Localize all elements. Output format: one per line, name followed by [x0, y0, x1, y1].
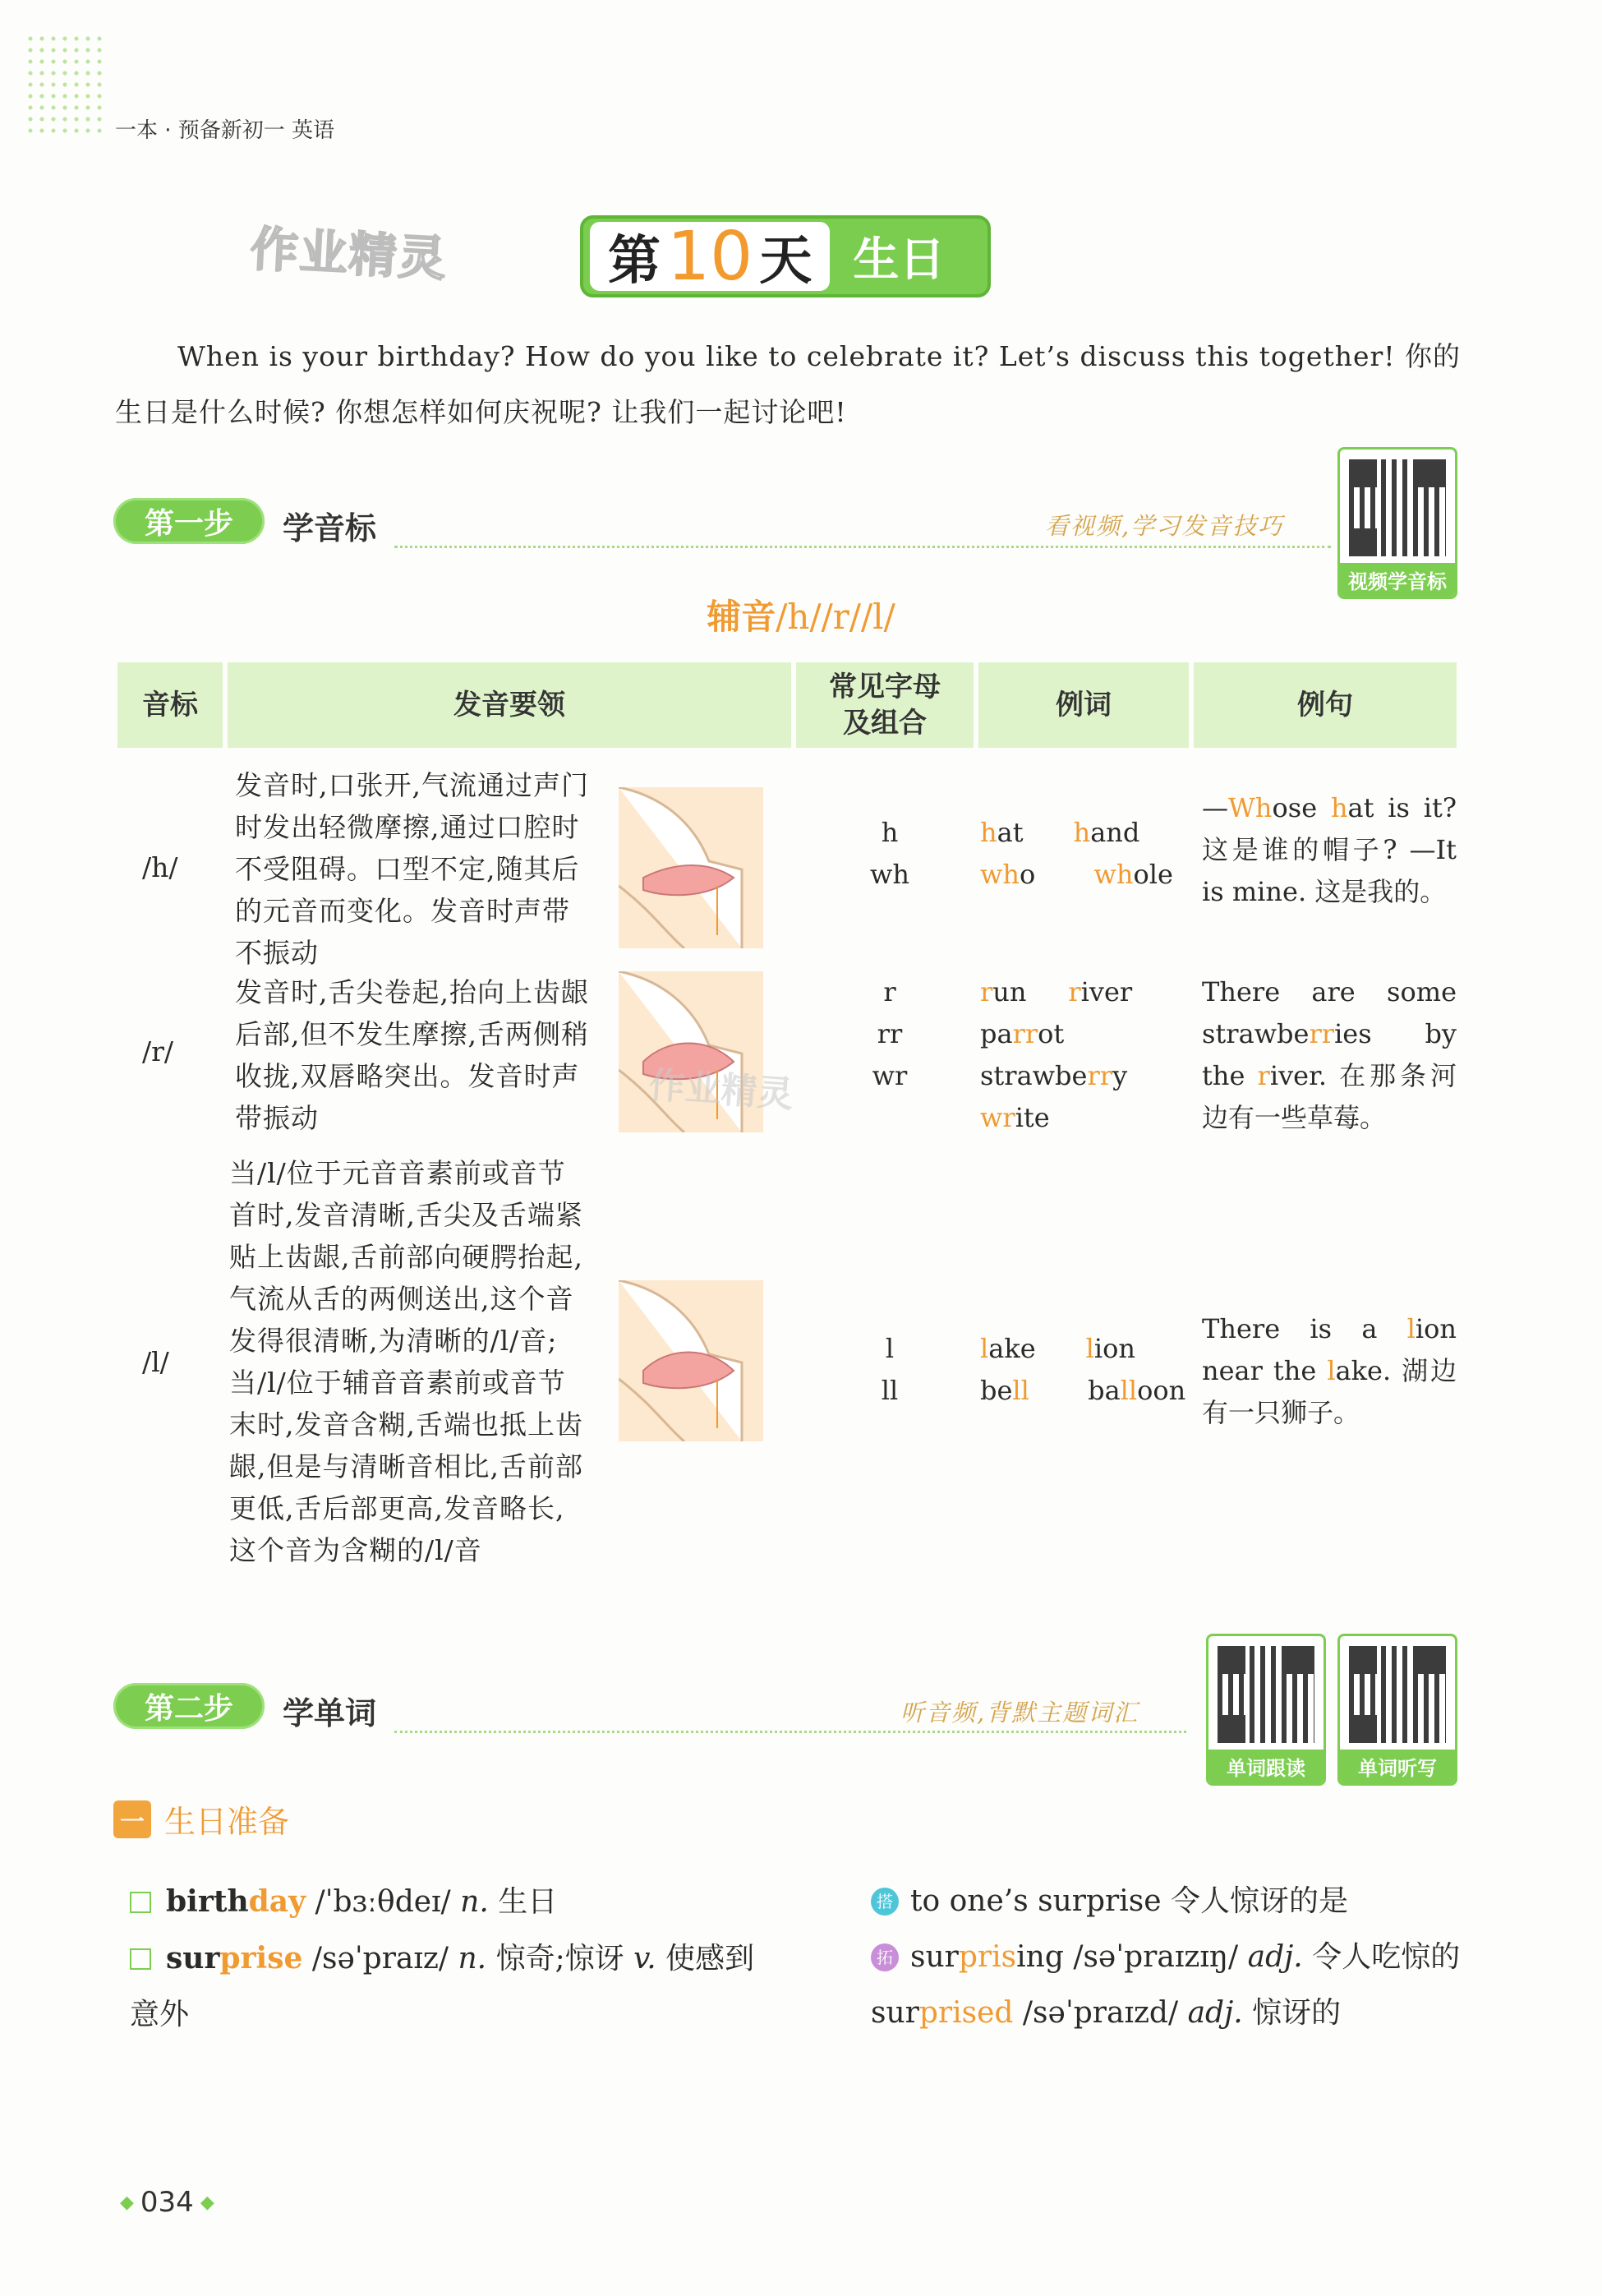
- day-number: 10: [667, 217, 753, 296]
- extension-tag-icon: 拓: [871, 1943, 899, 1971]
- vocab-right: [871, 1874, 1462, 2041]
- meaning: 使感到意外: [130, 1942, 755, 2031]
- category-label: 生日准备: [164, 1804, 290, 1840]
- page-number: [113, 2186, 221, 2219]
- vocab-entry-birthday: [130, 1874, 771, 1930]
- col-header-tips: 发音要领: [228, 662, 791, 748]
- pos: adj.: [1247, 1940, 1303, 1974]
- table-row: [117, 971, 1457, 1144]
- vocab-category: [113, 1796, 289, 1842]
- row-sentence: There are some strawberries by the river. 在那条河边有一些草莓。: [1202, 976, 1457, 1133]
- extension-line: [871, 1985, 1462, 2041]
- qr-caption: 单词跟读: [1208, 1750, 1323, 1783]
- letter-item: rr: [877, 1018, 903, 1049]
- row-words: [980, 971, 1177, 1139]
- meaning: 惊奇;惊讶: [495, 1942, 624, 1976]
- col-header-words: 例词: [978, 662, 1189, 748]
- letter-item: l: [885, 1333, 895, 1364]
- book-header: 一本 · 预备新初一 英语: [115, 118, 335, 143]
- vocab-entry-surprise: [130, 1930, 771, 2043]
- letter-item: h: [881, 817, 899, 848]
- checkbox[interactable]: [130, 1892, 151, 1913]
- row-words: [980, 1328, 1186, 1412]
- day-title-banner: [580, 215, 991, 297]
- pos: v.: [633, 1942, 656, 1976]
- consonant-heading: [0, 590, 1602, 639]
- step2-hint: 听音频,背默主题词汇: [900, 1699, 1139, 1727]
- letter-item: ll: [881, 1375, 899, 1406]
- word-line: strawberry: [980, 1060, 1128, 1091]
- letter-item: wh: [870, 859, 909, 890]
- extension-line: [871, 1929, 1462, 1985]
- diamond-icon: ◆: [120, 2192, 134, 2213]
- intro-paragraph: When is your birthday? How do you like to celebrate it? Let’s discuss this together! 你的生日是什么时候? 你想怎样如何庆祝呢? 让我们一起讨论吧!: [115, 340, 1462, 428]
- word-line: parrot: [980, 1018, 1065, 1049]
- step2-divider: [394, 1731, 1186, 1733]
- word-part: ing: [1016, 1940, 1064, 1974]
- ipa: /ˈbɜːθdeɪ/: [315, 1885, 451, 1919]
- word-part-highlight: day: [248, 1884, 306, 1919]
- meaning: 生日: [498, 1885, 558, 1919]
- pos: adj.: [1187, 1996, 1243, 2030]
- row-description: 发音时,舌尖卷起,抬向上齿龈后部,但不发生摩擦,舌两侧稍收拢,双唇略突出。发音时声带振动: [235, 976, 589, 1134]
- diamond-icon: ◆: [200, 2192, 214, 2213]
- step1-hint: 看视频,学习发音技巧: [1045, 512, 1284, 540]
- collocation-line: [871, 1874, 1462, 1929]
- row-symbol: /h/: [142, 851, 178, 883]
- row-sentence: There is a lion near the lake. 湖边有一只狮子。: [1202, 1313, 1457, 1428]
- col-header-sentence: 例句: [1194, 662, 1457, 748]
- word-line: run river: [980, 976, 1133, 1007]
- vocab-left: [130, 1874, 771, 2043]
- row-sentence: —Whose hat is it? 这是谁的帽子? —It is mine. 这是我的。: [1202, 792, 1457, 907]
- letter-item: r: [883, 976, 896, 1007]
- day-prefix: 第: [608, 231, 661, 292]
- col-header-symbol: 音标: [117, 662, 223, 748]
- consonant-ipa: /h//r//l/: [776, 597, 895, 637]
- qr-code-icon: [1349, 1646, 1446, 1743]
- row-symbol: /l/: [142, 1346, 169, 1378]
- step1-title: 学音标: [283, 510, 377, 546]
- ipa: /səˈpraɪz/: [311, 1942, 449, 1976]
- word-part: birth: [166, 1884, 249, 1919]
- collocation-text: to one’s surprise 令人惊讶的是: [910, 1884, 1348, 1918]
- watermark-mid: 作业精灵: [647, 1063, 795, 1117]
- step1-pill: 第一步: [113, 498, 265, 544]
- step1-divider: [394, 546, 1331, 548]
- checkbox[interactable]: [130, 1948, 151, 1970]
- mouth-diagram-icon: [619, 787, 763, 948]
- word-part-highlight: prised: [918, 1996, 1014, 2030]
- qr-word-reading[interactable]: [1206, 1634, 1326, 1786]
- qr-caption: 视频学音标: [1340, 563, 1455, 597]
- qr-caption: 单词听写: [1340, 1750, 1455, 1783]
- ipa: /səˈpraɪzɪŋ/: [1073, 1940, 1239, 1974]
- col-header-letters: 常见字母及组合: [796, 662, 974, 748]
- day-suffix: 天: [759, 231, 813, 292]
- word-line: bell balloon: [980, 1375, 1186, 1406]
- word-line: lake lion: [980, 1333, 1136, 1364]
- table-row: [117, 764, 1457, 970]
- day-topic: 生日: [853, 233, 946, 287]
- category-index: 一: [113, 1800, 151, 1838]
- word-part: sur: [871, 1996, 919, 2030]
- meaning: 令人吃惊的: [1312, 1940, 1461, 1974]
- meaning: 惊讶的: [1252, 1996, 1342, 2030]
- pos: n.: [458, 1942, 487, 1976]
- word-part-highlight: prise: [219, 1941, 303, 1976]
- qr-video-phonetics[interactable]: [1337, 447, 1457, 599]
- word-line: hat hand: [980, 817, 1140, 848]
- word-part: sur: [910, 1940, 959, 1974]
- step2-title: 学单词: [283, 1695, 377, 1731]
- pos: n.: [460, 1885, 489, 1919]
- qr-word-dictation[interactable]: [1337, 1634, 1457, 1786]
- consonant-label: 辅音: [707, 597, 776, 637]
- table-row: [117, 1152, 1457, 1579]
- table-header: [117, 662, 1457, 748]
- row-letters: [849, 812, 931, 896]
- word-line: write: [980, 1102, 1050, 1133]
- row-words: [980, 812, 1177, 896]
- mouth-diagram-icon: [619, 1280, 763, 1441]
- step2-pill: 第二步: [113, 1683, 265, 1729]
- collocation-tag-icon: 搭: [871, 1888, 899, 1916]
- page-number-text: 034: [140, 2186, 194, 2219]
- row-description: 发音时,口张开,气流通过声门时发出轻微摩擦,通过口腔时不受阻碍。口型不定,随其后的元音而变化。发音时声带不振动: [235, 769, 589, 969]
- row-symbol: /r/: [142, 1035, 174, 1067]
- watermark: 作业精灵: [249, 220, 449, 288]
- day-number-box: [590, 217, 830, 296]
- corner-dot-pattern: [25, 33, 107, 140]
- letter-item: wr: [872, 1060, 908, 1091]
- word-part: sur: [166, 1941, 220, 1976]
- qr-code-icon: [1349, 459, 1446, 556]
- row-letters: [849, 971, 931, 1097]
- word-part-highlight: pris: [958, 1940, 1017, 1974]
- row-description: 当/l/位于元音音素前或音节首时,发音清晰,舌尖及舌端紧贴上齿龈,舌前部向硬腭抬起,气流从舌的两侧送出,这个音发得很清晰,为清晰的/l/音;当/l/位于辅音音素前或音节末时,发音含糊,舌端也抵上齿龈,但是与清晰音相比,舌前部更低,舌后部更高,发音略长,这个音为含糊的/l/音: [229, 1157, 583, 1566]
- qr-code-icon: [1218, 1646, 1314, 1743]
- word-line: who whole: [980, 859, 1173, 890]
- ipa: /səˈpraɪzd/: [1022, 1996, 1179, 2030]
- row-letters: [849, 1328, 931, 1412]
